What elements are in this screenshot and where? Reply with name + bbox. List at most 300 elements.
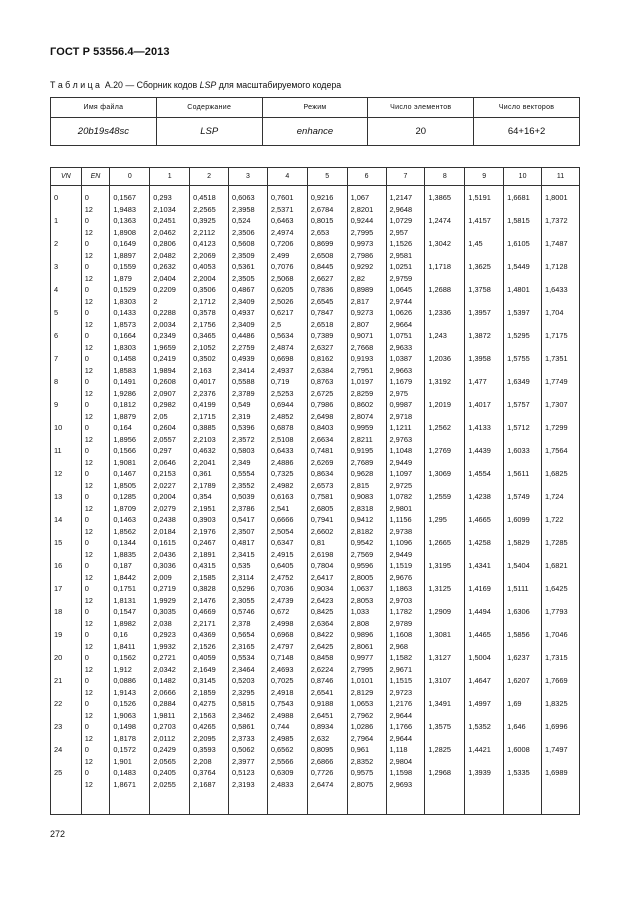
vn-cell: 24 bbox=[54, 745, 63, 754]
value-cell: 1,3192 bbox=[428, 377, 451, 386]
value-cell: 1,6996 bbox=[545, 722, 568, 731]
meta-header-cell: Число элементов bbox=[368, 98, 474, 118]
value-cell: 1,8325 bbox=[545, 699, 568, 708]
en-cell: 12 bbox=[84, 756, 93, 766]
en-cell: 12 bbox=[84, 549, 93, 559]
value-cell: 2,0646 bbox=[153, 457, 176, 467]
value-cell: 1,3491 bbox=[428, 699, 451, 708]
value-cell: 1,0251 bbox=[389, 262, 413, 271]
value-cell: 2,1789 bbox=[193, 480, 216, 490]
vn-cell: 15 bbox=[54, 538, 63, 547]
value-cell: 2,6545 bbox=[310, 296, 334, 306]
value-cell: 0,2288 bbox=[153, 308, 176, 317]
empty-cell bbox=[545, 342, 579, 354]
value-cell: 1,2336 bbox=[428, 308, 451, 317]
empty-cell bbox=[468, 710, 503, 722]
value-cell: 0,6944 bbox=[270, 400, 294, 409]
value-cell: 0,9071 bbox=[350, 331, 374, 340]
value-cell: 0,3145 bbox=[193, 676, 216, 685]
value-cell: 0,4265 bbox=[193, 722, 216, 731]
value-cell: 1,5397 bbox=[507, 308, 530, 317]
empty-cell bbox=[428, 342, 464, 354]
en-cell: 0 bbox=[84, 630, 89, 639]
value-cell: 0,9977 bbox=[350, 653, 374, 662]
value-cell: 1,0101 bbox=[350, 676, 374, 685]
value-cell: 2,5108 bbox=[270, 434, 294, 444]
value-cell: 0,2608 bbox=[153, 377, 176, 386]
en-cell: 0 bbox=[84, 492, 89, 501]
meta-value-cell: 20 bbox=[368, 118, 474, 146]
vn-cell: 9 bbox=[54, 400, 59, 409]
en-cell: 0 bbox=[84, 676, 89, 685]
value-cell: 1,4665 bbox=[468, 515, 491, 524]
value-cell: 1,0387 bbox=[389, 354, 413, 363]
value-cell: 0,2419 bbox=[153, 354, 176, 363]
empty-cell bbox=[545, 204, 579, 216]
value-cell: 2,7986 bbox=[350, 250, 374, 260]
value-cell: 1,1863 bbox=[389, 584, 413, 593]
value-cell: 2,2171 bbox=[193, 618, 216, 628]
value-cell: 2,6784 bbox=[310, 204, 334, 214]
value-cell: 2,6198 bbox=[310, 549, 334, 559]
empty-cell bbox=[507, 549, 541, 561]
en-cell: 12 bbox=[84, 595, 93, 605]
value-cell: 2,9703 bbox=[389, 595, 413, 605]
empty-cell bbox=[468, 756, 503, 768]
value-cell: 2,4852 bbox=[270, 411, 294, 421]
value-cell: 1,4238 bbox=[468, 492, 491, 501]
vn-cell-empty bbox=[54, 365, 81, 377]
empty-cell bbox=[468, 526, 503, 538]
column-values bbox=[51, 186, 82, 815]
value-cell: 1,2909 bbox=[428, 607, 451, 616]
value-cell: 1,7793 bbox=[545, 607, 568, 616]
value-cell: 1,5335 bbox=[507, 768, 530, 777]
vn-cell-empty bbox=[54, 480, 81, 492]
empty-cell bbox=[428, 227, 464, 239]
value-cell: 1,0751 bbox=[389, 331, 413, 340]
vn-cell: 12 bbox=[54, 469, 63, 478]
value-cell: 1,6008 bbox=[507, 745, 530, 754]
value-cell: 0,4053 bbox=[193, 262, 216, 271]
value-cell: 1,901 bbox=[113, 756, 132, 766]
en-cell: 0 bbox=[84, 216, 89, 225]
value-cell: 2,4739 bbox=[270, 595, 294, 605]
value-cell: 2,2759 bbox=[231, 342, 255, 352]
empty-cell bbox=[468, 204, 503, 216]
empty-cell bbox=[507, 319, 541, 331]
empty-cell bbox=[507, 710, 541, 722]
value-cell: 0,4486 bbox=[231, 331, 255, 340]
column-header: 7 bbox=[386, 168, 425, 186]
en-cell: 0 bbox=[84, 285, 89, 294]
value-cell: 0,1458 bbox=[113, 354, 136, 363]
value-cell: 0,744 bbox=[270, 722, 290, 731]
value-cell: 0,5861 bbox=[231, 722, 255, 731]
value-cell: 2,808 bbox=[350, 618, 370, 628]
value-cell: 0,7036 bbox=[270, 584, 294, 593]
value-cell: 1,5856 bbox=[507, 630, 530, 639]
value-cell: 0,7581 bbox=[310, 492, 334, 501]
value-cell: 2,1687 bbox=[193, 779, 216, 789]
value-cell: 0,2719 bbox=[153, 584, 176, 593]
vn-cell-empty bbox=[54, 549, 81, 561]
value-cell: 1,2688 bbox=[428, 285, 451, 294]
column-header: EN bbox=[81, 168, 110, 186]
value-cell: 1,2147 bbox=[389, 193, 413, 202]
value-cell: 0,7986 bbox=[310, 400, 334, 409]
value-cell: 0,6968 bbox=[270, 630, 294, 639]
value-cell: 0,549 bbox=[231, 400, 251, 409]
value-cell: 1,722 bbox=[545, 515, 564, 524]
value-cell: 0,6698 bbox=[270, 354, 294, 363]
value-cell: 1,9286 bbox=[113, 388, 136, 398]
empty-cell bbox=[507, 457, 541, 469]
data-header-row bbox=[51, 168, 580, 186]
value-cell: 1,1582 bbox=[389, 653, 413, 662]
value-cell: 2,975 bbox=[389, 388, 409, 398]
empty-cell bbox=[545, 618, 579, 630]
value-cell: 2,6474 bbox=[310, 779, 334, 789]
value-cell: 1,0782 bbox=[389, 492, 413, 501]
value-cell: 1,8709 bbox=[113, 503, 136, 513]
value-cell: 2,1649 bbox=[193, 664, 216, 674]
value-cell: 2,541 bbox=[270, 503, 290, 513]
empty-cell bbox=[468, 595, 503, 607]
empty-cell bbox=[428, 549, 464, 561]
empty-cell bbox=[545, 457, 579, 469]
value-cell: 1,8879 bbox=[113, 411, 136, 421]
value-cell: 0,2349 bbox=[153, 331, 176, 340]
en-cell: 0 bbox=[84, 469, 89, 478]
value-cell: 2,8201 bbox=[350, 204, 374, 214]
value-cell: 1,5449 bbox=[507, 262, 530, 271]
column-header: 9 bbox=[465, 168, 504, 186]
value-cell: 1,7351 bbox=[545, 354, 568, 363]
vn-cell-empty bbox=[54, 710, 81, 722]
value-cell: 2,8318 bbox=[350, 503, 374, 513]
value-cell: 2,5253 bbox=[270, 388, 294, 398]
value-cell: 0,1482 bbox=[153, 676, 176, 685]
value-cell: 2,3977 bbox=[231, 756, 255, 766]
value-cell: 0,719 bbox=[270, 377, 290, 386]
value-cell: 2,9744 bbox=[389, 296, 413, 306]
value-cell: 0,16 bbox=[113, 630, 128, 639]
value-cell: 0,2429 bbox=[153, 745, 176, 754]
empty-cell bbox=[468, 779, 503, 791]
value-cell: 0,2982 bbox=[153, 400, 176, 409]
vn-cell: 23 bbox=[54, 722, 63, 731]
value-cell: 2,0279 bbox=[153, 503, 176, 513]
value-cell: 2,3958 bbox=[231, 204, 255, 214]
value-cell: 0,524 bbox=[231, 216, 251, 225]
value-cell: 2,4752 bbox=[270, 572, 294, 582]
value-cell: 1,3958 bbox=[468, 354, 491, 363]
value-cell: 0,3903 bbox=[193, 515, 216, 524]
value-cell: 2,9759 bbox=[389, 273, 413, 283]
value-cell: 1,6821 bbox=[545, 561, 568, 570]
value-cell: 1,9659 bbox=[153, 342, 176, 352]
value-cell: 1,8178 bbox=[113, 733, 136, 743]
value-cell: 1,8573 bbox=[113, 319, 136, 329]
value-cell: 0,6309 bbox=[270, 768, 294, 777]
empty-cell bbox=[428, 388, 464, 400]
value-cell: 0,6878 bbox=[270, 423, 294, 432]
value-cell: 0,7148 bbox=[270, 653, 294, 662]
value-cell: 0,5203 bbox=[231, 676, 255, 685]
value-cell: 2,5026 bbox=[270, 296, 294, 306]
vn-cell: 2 bbox=[54, 239, 59, 248]
value-cell: 2,6425 bbox=[310, 641, 334, 651]
value-cell: 1,118 bbox=[389, 745, 408, 754]
value-cell: 2,2565 bbox=[193, 204, 216, 214]
vn-cell-empty bbox=[54, 756, 81, 768]
value-cell: 2,0907 bbox=[153, 388, 176, 398]
value-cell: 2,6518 bbox=[310, 319, 334, 329]
value-cell: 2,1976 bbox=[193, 526, 216, 536]
value-cell: 2,9718 bbox=[389, 411, 413, 421]
value-cell: 0,1572 bbox=[113, 745, 136, 754]
en-cell: 12 bbox=[84, 250, 93, 260]
value-cell: 1,3939 bbox=[468, 768, 491, 777]
vn-cell-empty bbox=[54, 595, 81, 607]
value-cell: 2,4693 bbox=[270, 664, 294, 674]
value-cell: 2,1712 bbox=[193, 296, 216, 306]
value-cell: 1,7749 bbox=[545, 377, 568, 386]
vn-cell-empty bbox=[54, 342, 81, 354]
empty-cell bbox=[428, 779, 464, 791]
value-cell: 1,3195 bbox=[428, 561, 451, 570]
empty-cell bbox=[545, 503, 579, 515]
value-cell: 2,653 bbox=[310, 227, 330, 237]
value-cell: 1,067 bbox=[350, 193, 370, 202]
value-cell: 0,9412 bbox=[350, 515, 374, 524]
column-values bbox=[465, 186, 504, 815]
value-cell: 0,2632 bbox=[153, 262, 176, 271]
en-cell: 12 bbox=[84, 227, 93, 237]
value-cell: 1,9143 bbox=[113, 687, 136, 697]
value-cell: 0,1483 bbox=[113, 768, 136, 777]
value-cell: 0,9628 bbox=[350, 469, 374, 478]
value-cell: 2,968 bbox=[389, 641, 409, 651]
value-cell: 2,8259 bbox=[350, 388, 374, 398]
en-cell: 12 bbox=[84, 779, 93, 789]
value-cell: 0,4123 bbox=[193, 239, 216, 248]
value-cell: 2,9449 bbox=[389, 457, 413, 467]
value-cell: 0,1559 bbox=[113, 262, 136, 271]
value-cell: 0,5123 bbox=[231, 768, 255, 777]
value-cell: 2,6627 bbox=[310, 273, 334, 283]
en-cell: 12 bbox=[84, 411, 93, 421]
value-cell: 0,6666 bbox=[270, 515, 294, 524]
value-cell: 1,3069 bbox=[428, 469, 451, 478]
value-cell: 0,3502 bbox=[193, 354, 216, 363]
value-cell: 1,7315 bbox=[545, 653, 568, 662]
meta-value-cell: 20b19s48sc bbox=[51, 118, 157, 146]
value-cell: 0,8015 bbox=[310, 216, 334, 225]
value-cell: 0,5417 bbox=[231, 515, 255, 524]
vn-cell-empty bbox=[54, 250, 81, 262]
vn-cell: 11 bbox=[54, 446, 62, 455]
value-cell: 1,477 bbox=[468, 377, 487, 386]
value-cell: 1,0645 bbox=[389, 285, 413, 294]
value-cell: 0,4937 bbox=[231, 308, 255, 317]
caption-lsp: LSP bbox=[199, 80, 217, 90]
value-cell: 2,2069 bbox=[193, 250, 216, 260]
empty-cell bbox=[545, 480, 579, 492]
empty-cell bbox=[468, 319, 503, 331]
value-cell: 2,1951 bbox=[193, 503, 216, 513]
value-cell: 1,295 bbox=[428, 515, 447, 524]
value-cell: 0,5062 bbox=[231, 745, 255, 754]
value-cell: 1,3625 bbox=[468, 262, 491, 271]
vn-cell: 18 bbox=[54, 607, 63, 616]
value-cell: 1,7487 bbox=[545, 239, 568, 248]
value-cell: 2,3506 bbox=[231, 227, 255, 237]
vn-cell: 16 bbox=[54, 561, 63, 570]
vn-cell: 14 bbox=[54, 515, 63, 524]
vn-cell: 20 bbox=[54, 653, 63, 662]
value-cell: 0,2467 bbox=[193, 538, 216, 547]
value-cell: 0,8095 bbox=[310, 745, 334, 754]
value-cell: 1,5712 bbox=[507, 423, 530, 432]
value-cell: 1,3957 bbox=[468, 308, 491, 317]
value-cell: 1,1608 bbox=[389, 630, 413, 639]
value-cell: 1,5829 bbox=[507, 538, 530, 547]
empty-cell bbox=[545, 710, 579, 722]
empty-cell bbox=[428, 457, 464, 469]
value-cell: 1,3758 bbox=[468, 285, 491, 294]
value-cell: 0,7847 bbox=[310, 308, 334, 317]
empty-cell bbox=[507, 273, 541, 285]
value-cell: 2,5068 bbox=[270, 273, 294, 283]
value-cell: 1,9063 bbox=[113, 710, 136, 720]
en-cell: 12 bbox=[84, 572, 93, 582]
value-cell: 1,3042 bbox=[428, 239, 451, 248]
value-cell: 0,1526 bbox=[113, 699, 136, 708]
value-cell: 2,6573 bbox=[310, 480, 334, 490]
value-cell: 0,8699 bbox=[310, 239, 334, 248]
value-cell: 0,81 bbox=[310, 538, 326, 547]
value-cell: 0,5361 bbox=[231, 262, 255, 271]
empty-cell bbox=[468, 388, 503, 400]
value-cell: 1,7669 bbox=[545, 676, 568, 685]
column-header: 0 bbox=[110, 168, 150, 186]
value-cell: 2,4974 bbox=[270, 227, 294, 237]
value-cell: 2,6224 bbox=[310, 664, 334, 674]
en-cell: 12 bbox=[84, 503, 93, 513]
value-cell: 2,9644 bbox=[389, 710, 413, 720]
value-cell: 0,4867 bbox=[231, 285, 255, 294]
value-cell: 0,5534 bbox=[231, 653, 255, 662]
value-cell: 2,9663 bbox=[389, 365, 413, 375]
value-cell: 2,4886 bbox=[270, 457, 294, 467]
meta-header-cell: Режим bbox=[262, 98, 368, 118]
value-cell: 1,45 bbox=[468, 239, 483, 248]
value-cell: 2,3462 bbox=[231, 710, 255, 720]
value-cell: 2,0436 bbox=[153, 549, 176, 559]
data-body-row bbox=[51, 186, 580, 815]
value-cell: 1,5004 bbox=[468, 653, 491, 662]
value-cell: 1,3872 bbox=[468, 331, 491, 340]
column-header: 10 bbox=[504, 168, 542, 186]
value-cell: 2,163 bbox=[193, 365, 212, 375]
value-cell: 0,1433 bbox=[113, 308, 136, 317]
empty-cell bbox=[507, 733, 541, 745]
value-cell: 2,1563 bbox=[193, 710, 216, 720]
value-cell: 0,9959 bbox=[350, 423, 374, 432]
value-cell: 2,82 bbox=[350, 273, 366, 283]
value-cell: 0,9188 bbox=[310, 699, 334, 708]
value-cell: 0,0886 bbox=[113, 676, 136, 685]
value-cell: 1,6099 bbox=[507, 515, 530, 524]
value-cell: 0,8445 bbox=[310, 262, 334, 271]
value-cell: 0,1344 bbox=[113, 538, 136, 547]
empty-cell bbox=[507, 756, 541, 768]
empty-cell bbox=[545, 250, 579, 262]
empty-cell bbox=[545, 664, 579, 676]
column-header: 11 bbox=[542, 168, 580, 186]
empty-cell bbox=[507, 250, 541, 262]
value-cell: 1,5757 bbox=[507, 400, 530, 409]
value-cell: 0,5746 bbox=[231, 607, 255, 616]
value-cell: 0,7389 bbox=[310, 331, 334, 340]
value-cell: 1,3107 bbox=[428, 676, 451, 685]
meta-header-row bbox=[51, 98, 580, 118]
vn-cell: 13 bbox=[54, 492, 63, 501]
value-cell: 0,5654 bbox=[231, 630, 255, 639]
empty-cell bbox=[468, 434, 503, 446]
value-cell: 0,535 bbox=[231, 561, 251, 570]
value-cell: 0,2604 bbox=[153, 423, 176, 432]
value-cell: 2,3295 bbox=[231, 687, 255, 697]
vn-cell-empty bbox=[54, 227, 81, 239]
value-cell: 1,879 bbox=[113, 273, 132, 283]
vn-cell-empty bbox=[54, 618, 81, 630]
en-cell: 0 bbox=[84, 538, 89, 547]
empty-cell bbox=[428, 526, 464, 538]
en-cell: 12 bbox=[84, 733, 93, 743]
empty-cell bbox=[428, 756, 464, 768]
value-cell: 1,2176 bbox=[389, 699, 413, 708]
column-values bbox=[504, 186, 542, 815]
value-cell: 0,9216 bbox=[310, 193, 334, 202]
value-cell: 0,6405 bbox=[270, 561, 294, 570]
value-cell: 2,8211 bbox=[350, 434, 373, 444]
value-cell: 1,3127 bbox=[428, 653, 451, 662]
value-cell: 0,5554 bbox=[231, 469, 255, 478]
value-cell: 0,3465 bbox=[193, 331, 216, 340]
en-cell: 12 bbox=[84, 457, 93, 467]
value-cell: 2,0034 bbox=[153, 319, 176, 329]
value-cell: 2,6423 bbox=[310, 595, 334, 605]
value-cell: 2,0565 bbox=[153, 756, 176, 766]
value-cell: 2,4918 bbox=[270, 687, 294, 697]
value-cell: 2,9648 bbox=[389, 204, 413, 214]
value-cell: 0,8425 bbox=[310, 607, 334, 616]
vn-cell-empty bbox=[54, 687, 81, 699]
value-cell: 1,3575 bbox=[428, 722, 451, 731]
value-cell: 1,5611 bbox=[507, 469, 530, 478]
value-cell: 0,9083 bbox=[350, 492, 374, 501]
vn-cell-empty bbox=[54, 319, 81, 331]
en-cell: 0 bbox=[84, 584, 89, 593]
column-values bbox=[190, 186, 229, 815]
value-cell: 1,9483 bbox=[113, 204, 136, 214]
column-values bbox=[81, 186, 110, 815]
empty-cell bbox=[545, 756, 579, 768]
value-cell: 2,6805 bbox=[310, 503, 334, 513]
